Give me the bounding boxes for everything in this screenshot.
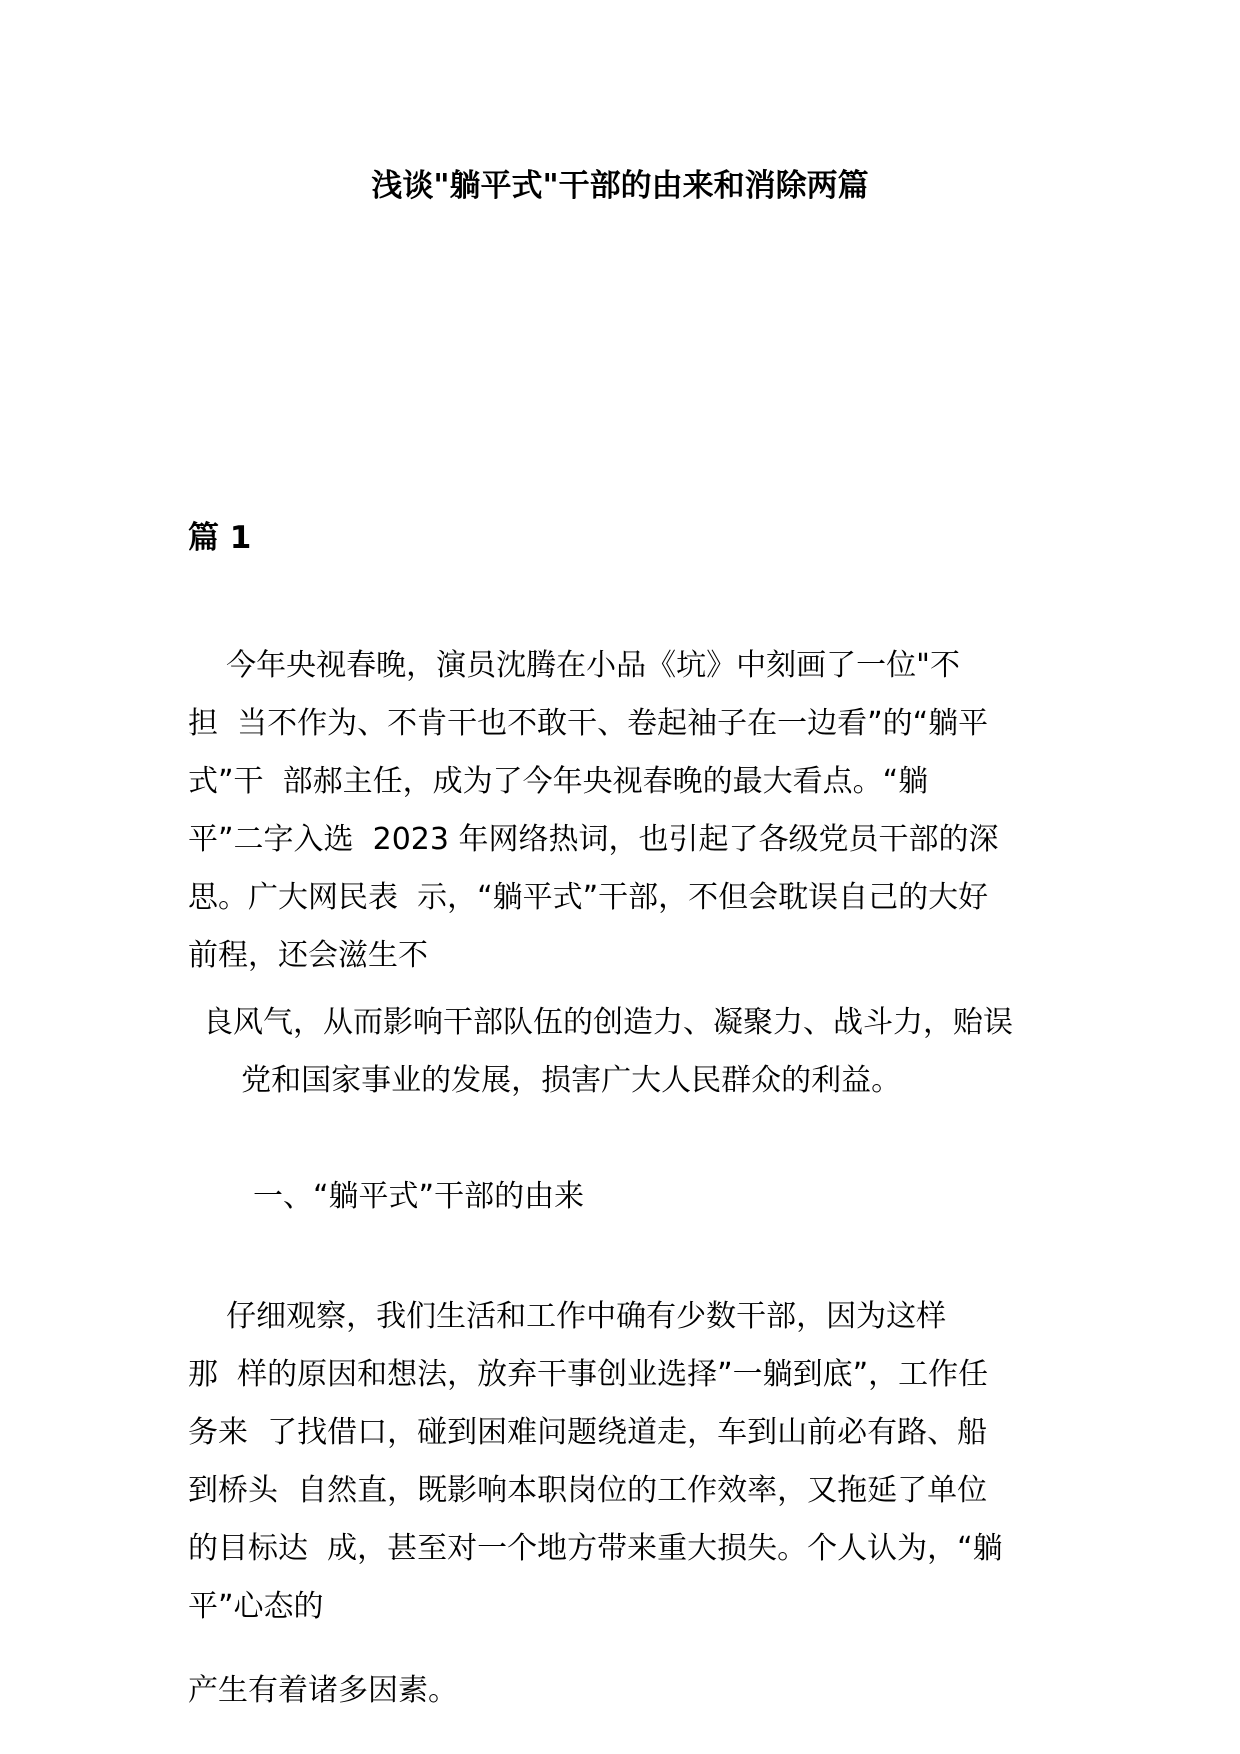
paragraph-continuation xyxy=(203,994,1063,1110)
paragraph-line: 式”干 部郝主任，成为了今年央视春晚的最大看点。“躺 xyxy=(188,764,929,799)
paragraph-line: 那 样的原因和想法，放弃干事创业选择”一躺到底”，工作任 xyxy=(188,1357,989,1392)
subheading-text: 一、“躺平式”干部的由来 xyxy=(253,1179,585,1214)
paragraph-line: 担 当不作为、不肯干也不敢干、卷起袖子在一边看”的“躺平 xyxy=(188,706,989,741)
paragraph-line: 前程，还会滋生不 xyxy=(188,938,428,973)
paragraph-line: 思。广大网民表 示，“躺平式”干部，不但会耽误自己的大好 xyxy=(188,880,989,915)
paragraph-line: 仔细观察，我们生活和工作中确有少数干部，因为这样 xyxy=(188,1299,947,1334)
paragraph-factors xyxy=(188,1662,1048,1720)
paragraph-line: 今年央视春晚，演员沈腾在小品《坑》中刻画了一位"不 xyxy=(188,648,960,683)
paragraph-line: 的目标达 成，甚至对一个地方带来重大损失。个人认为，“躺 xyxy=(188,1531,1003,1566)
paragraph-line: 到桥头 自然直，既影响本职岗位的工作效率，又拖延了单位 xyxy=(188,1473,988,1508)
subheading-origin xyxy=(253,1168,1113,1226)
paragraph-line: 务来 了找借口，碰到困难问题绕道走，车到山前必有路、船 xyxy=(188,1415,988,1450)
paragraph-line: 党和国家事业的发展，损害广大人民群众的利益。 xyxy=(203,1063,902,1098)
paragraph-intro xyxy=(188,637,1048,985)
paragraph-line: 平”二字入选 2023 年网络热词，也引起了各级党员干部的深 xyxy=(188,822,999,857)
section-heading: 篇 1 xyxy=(188,520,252,556)
paragraph-line: 平”心态的 xyxy=(188,1589,324,1624)
document-title: 浅谈"躺平式"干部的由来和消除两篇 xyxy=(371,168,869,204)
paragraph-observation xyxy=(188,1288,1048,1636)
paragraph-line: 良风气，从而影响干部队伍的创造力、凝聚力、战斗力，贻误 xyxy=(203,1005,1013,1040)
paragraph-line: 产生有着诸多因素。 xyxy=(188,1673,458,1708)
